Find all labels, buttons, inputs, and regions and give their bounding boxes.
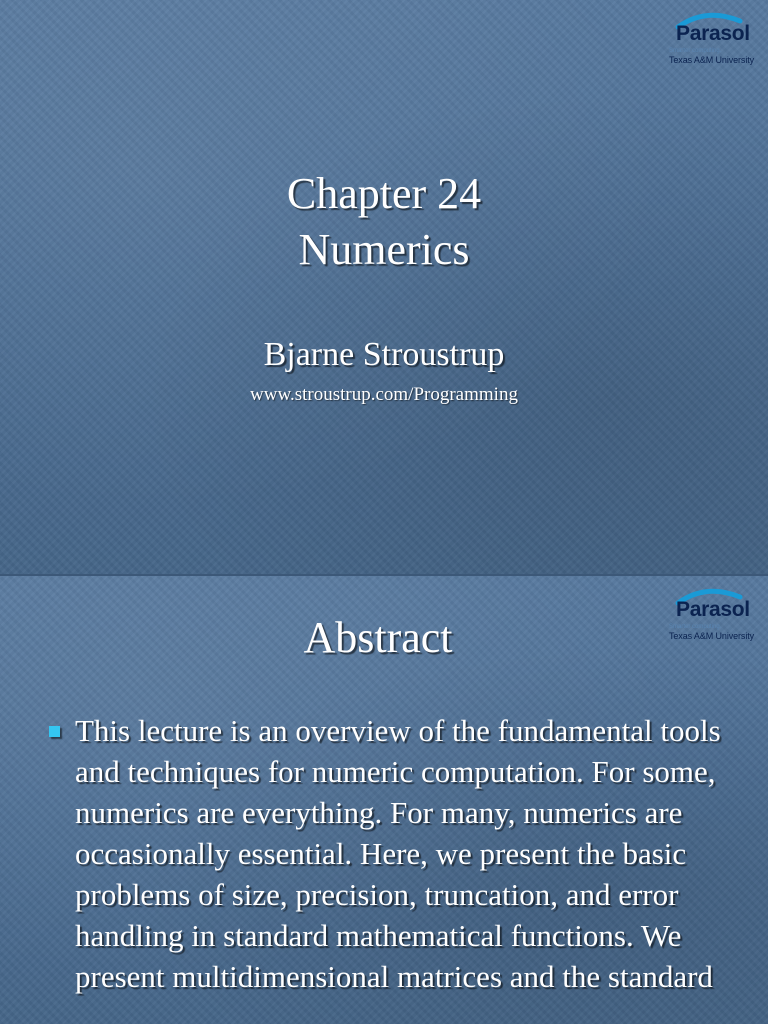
parasol-logo	[668, 10, 754, 72]
logo-name: Parasol	[676, 22, 750, 45]
bullet-item	[0, 710, 768, 997]
bullet-text: This lecture is an overview of the fundamental tools and techniques for numeric computation. For some, numerics are everything. For many, numerics are occasionally essential. Here, we present the basic problems of size, precision, truncation, and error handling in standard mathematical functions. We present multidimensional matrices and the standard	[75, 713, 721, 994]
chapter-title	[0, 166, 768, 278]
logo-tagline: Smarter computing.	[669, 624, 722, 630]
author-name: Bjarne Stroustrup	[263, 336, 505, 373]
course-url: www.stroustrup.com/Programming	[250, 384, 518, 405]
logo-tagline: Smarter computing.	[669, 48, 722, 54]
logo-name: Parasol	[676, 598, 750, 621]
square-bullet-icon	[49, 726, 60, 737]
abstract-title: Abstract	[303, 613, 453, 662]
abstract-slide	[0, 576, 768, 1024]
chapter-number: Chapter 24	[286, 169, 482, 218]
logo-university: Texas A&M University	[669, 55, 755, 65]
logo-university: Texas A&M University	[669, 631, 755, 641]
chapter-name: Numerics	[298, 225, 470, 274]
bullet-list	[0, 710, 768, 997]
